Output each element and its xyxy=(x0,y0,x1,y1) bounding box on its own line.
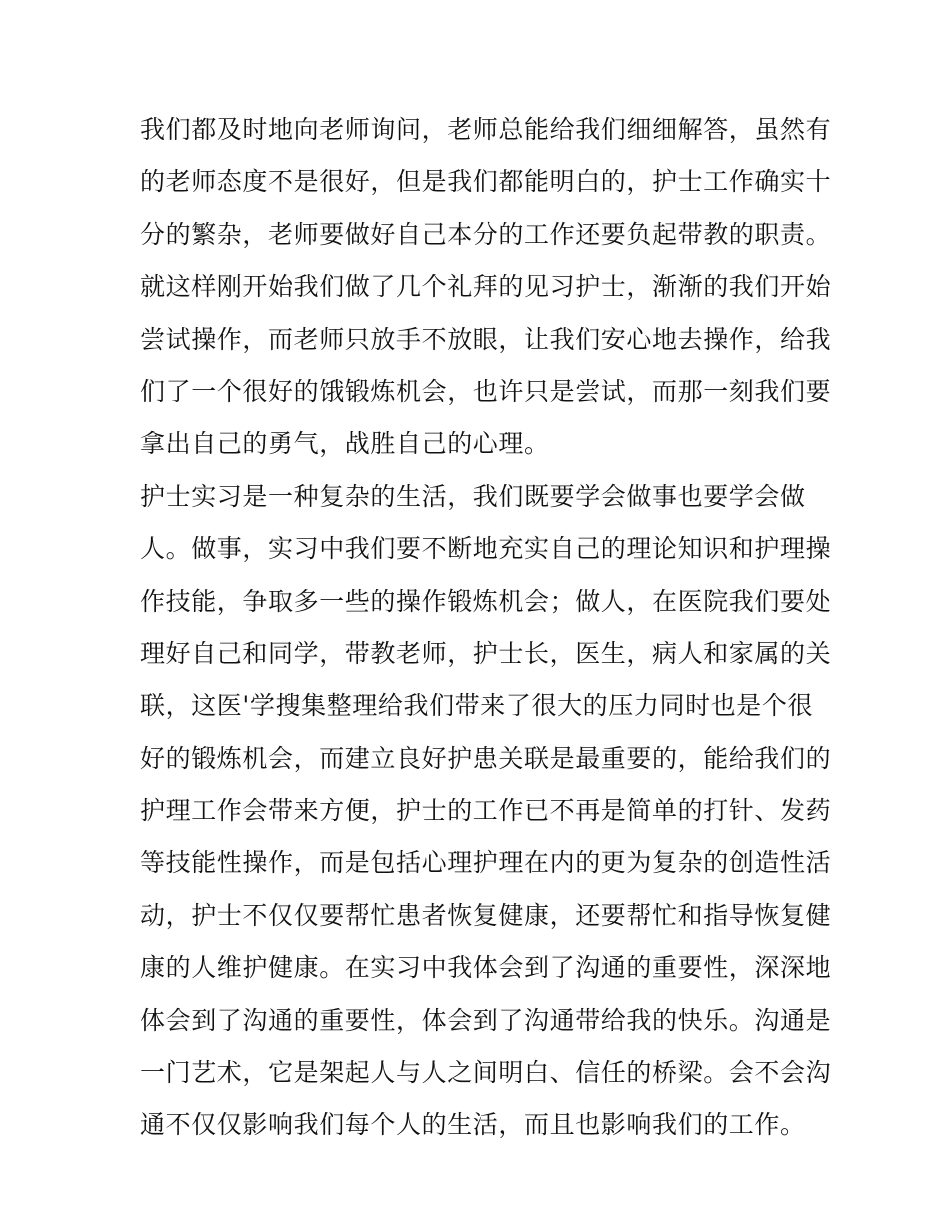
text-line: 护士实习是一种复杂的生活，我们既要学会做事也要学会做 xyxy=(140,481,806,511)
text-line: 动，护士不仅仅要帮忙患者恢复健康，还要帮忙和指导恢复健 xyxy=(140,900,832,930)
text-line: 尝试操作，而老师只放手不放眼，让我们安心地去操作，给我 xyxy=(140,324,832,354)
text-line: 我们都及时地向老师询问，老师总能给我们细细解答，虽然有 xyxy=(140,115,832,144)
text-line: 好的锻炼机会，而建立良好护患关联是最重要的，能给我们的 xyxy=(140,743,832,773)
text-line: 一门艺术，它是架起人与人之间明白、信任的桥梁。会不会沟 xyxy=(140,1058,832,1088)
text-line: 分的繁杂，老师要做好自己本分的工作还要负起带教的职责。 xyxy=(140,219,832,249)
text-line: 的老师态度不是很好，但是我们都能明白的，护士工作确实十 xyxy=(140,167,832,197)
text-line: 等技能性操作，而是包括心理护理在内的更为复杂的创造性活 xyxy=(140,848,832,878)
text-line: 康的人维护健康。在实习中我体会到了沟通的重要性，深深地 xyxy=(140,953,832,983)
text-line: 通不仅仅影响我们每个人的生活，而且也影响我们的工作。 xyxy=(140,1110,806,1140)
text-line: 人。做事，实习中我们要不断地充实自己的理论知识和护理操 xyxy=(140,534,832,564)
body-text xyxy=(140,110,832,1158)
text-line: 拿出自己的勇气，战胜自己的心理。 xyxy=(140,429,550,459)
text-line: 们了一个很好的饿锻炼机会，也许只是尝试，而那一刻我们要 xyxy=(140,376,832,406)
text-line: 护理工作会带来方便，护士的工作已不再是简单的打针、发药 xyxy=(140,796,832,826)
text-line: 体会到了沟通的重要性，体会到了沟通带给我的快乐。沟通是 xyxy=(140,1005,832,1035)
text-line: 作技能，争取多一些的操作锻炼机会；做人，在医院我们要处 xyxy=(140,586,832,616)
text-line: 理好自己和同学，带教老师，护士长，医生，病人和家属的关 xyxy=(140,638,832,668)
text-line: 就这样刚开始我们做了几个礼拜的见习护士，渐渐的我们开始 xyxy=(140,272,832,302)
text-line: 联，这医'学搜集整理给我们带来了很大的压力同时也是个很 xyxy=(140,691,814,721)
